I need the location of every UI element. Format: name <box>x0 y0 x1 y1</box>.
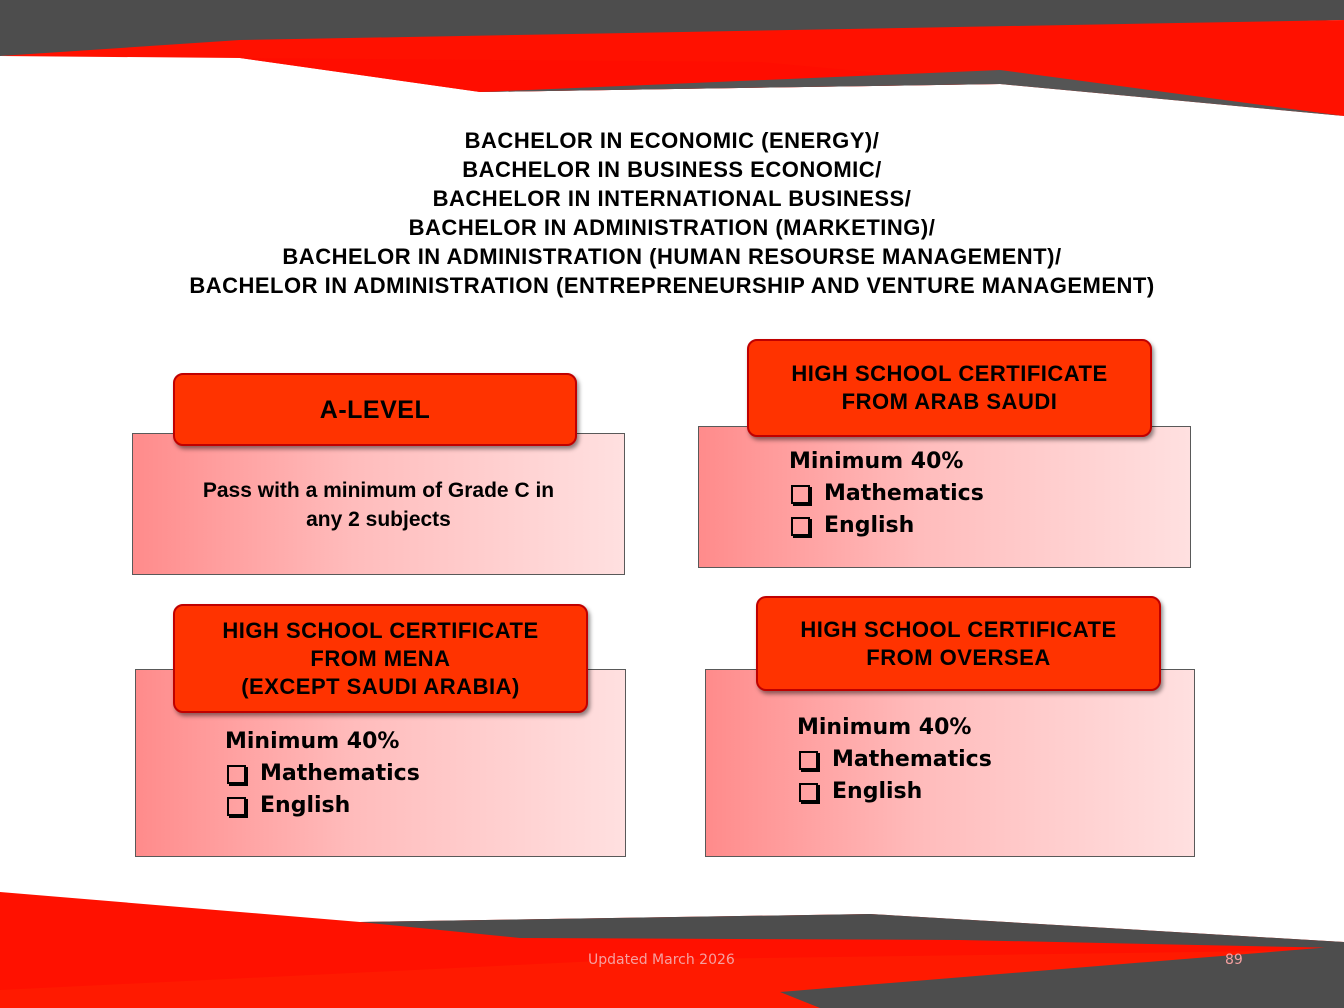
title-line: BACHELOR IN ADMINISTRATION (MARKETING)/ <box>408 215 936 240</box>
top-banner-decoration <box>0 0 1344 130</box>
saudi-subject-label: English <box>824 513 915 538</box>
oversea-subject-item <box>797 744 992 776</box>
mena-subject-label: Mathematics <box>260 761 420 786</box>
saudi-minimum: Minimum 40% <box>789 449 964 474</box>
bottom-banner-decoration <box>0 880 1344 1008</box>
oversea-heading-line: FROM OVERSEA <box>866 644 1051 670</box>
checkbox-icon <box>799 783 818 802</box>
alevel-note-line: Pass with a minimum of Grade C in <box>202 479 555 502</box>
mena-subject-item <box>225 790 420 822</box>
oversea-card-heading <box>756 596 1161 691</box>
program-title <box>0 126 1344 300</box>
alevel-card-heading <box>173 373 577 446</box>
saudi-subject-item <box>789 510 984 542</box>
checkbox-icon <box>227 797 246 816</box>
mena-subject-label: English <box>260 793 351 818</box>
alevel-requirement-note <box>132 476 625 534</box>
checkbox-icon <box>799 751 818 770</box>
saudi-card-heading <box>747 339 1152 437</box>
oversea-subject-label: English <box>832 779 923 804</box>
mena-card-heading <box>173 604 588 713</box>
title-line: BACHELOR IN ADMINISTRATION (ENTREPRENEURSHIP AND VENTURE MANAGEMENT) <box>189 273 1155 298</box>
oversea-minimum: Minimum 40% <box>797 715 972 740</box>
saudi-subject-label: Mathematics <box>824 481 984 506</box>
checkbox-icon <box>227 765 246 784</box>
alevel-note-line: any 2 subjects <box>306 508 451 531</box>
title-line: BACHELOR IN ECONOMIC (ENERGY)/ <box>464 128 880 153</box>
saudi-heading-line: HIGH SCHOOL CERTIFICATE <box>791 361 1108 386</box>
mena-subject-item <box>225 758 420 790</box>
title-line: BACHELOR IN INTERNATIONAL BUSINESS/ <box>432 186 912 211</box>
title-line: BACHELOR IN BUSINESS ECONOMIC/ <box>462 157 882 182</box>
saudi-requirements <box>789 446 984 542</box>
mena-heading-line: (EXCEPT SAUDI ARABIA) <box>241 673 520 699</box>
alevel-heading-text: A-LEVEL <box>319 395 431 424</box>
saudi-subject-item <box>789 478 984 510</box>
mena-heading-line: HIGH SCHOOL CERTIFICATE <box>222 617 539 643</box>
mena-requirements <box>225 726 420 822</box>
checkbox-icon <box>791 517 810 536</box>
mena-heading-line: FROM MENA <box>310 645 451 671</box>
mena-minimum: Minimum 40% <box>225 729 400 754</box>
oversea-requirements <box>797 712 992 808</box>
oversea-subject-label: Mathematics <box>832 747 992 772</box>
page-number: 89 <box>1225 952 1243 968</box>
footer-updated-date: Updated March 2026 <box>588 952 735 968</box>
saudi-heading-line: FROM ARAB SAUDI <box>841 389 1058 414</box>
checkbox-icon <box>791 485 810 504</box>
oversea-heading-line: HIGH SCHOOL CERTIFICATE <box>800 616 1117 642</box>
oversea-subject-item <box>797 776 992 808</box>
title-line: BACHELOR IN ADMINISTRATION (HUMAN RESOURSE MANAGEMENT)/ <box>282 244 1062 269</box>
